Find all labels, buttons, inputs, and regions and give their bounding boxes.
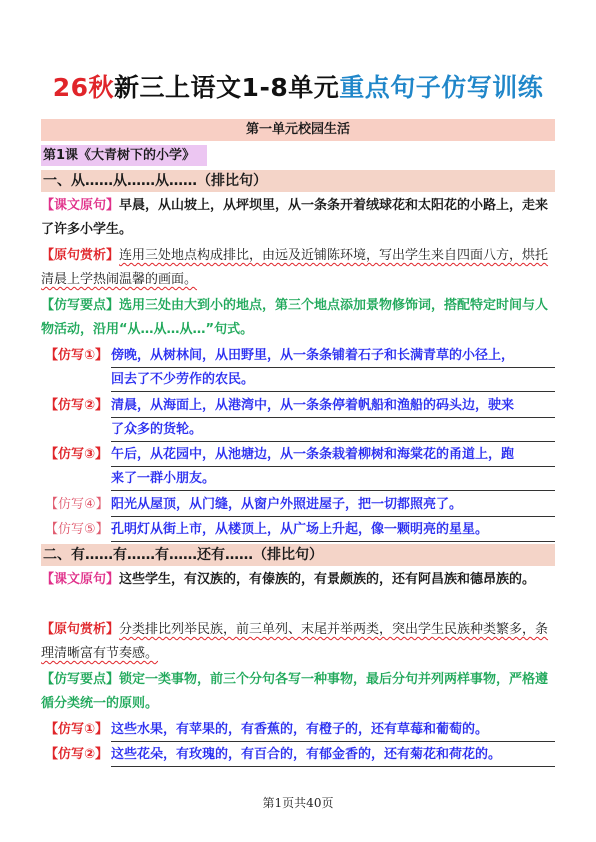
example-line: 孔明灯从街上市，从楼顶上，从广场上升起，像一颗明亮的星星。: [111, 518, 555, 542]
points-text: 锁定一类事物，前三个分句各写一种事物，最后分句并列两样事物，严格遵循分类统一的原则。: [41, 672, 549, 711]
original-tag: 【课文原句】: [41, 198, 120, 213]
example-line: 阳光从屋顶，从门缝，从窗户外照进屋子，把一切都照亮了。: [111, 493, 555, 517]
original-tag: 【课文原句】: [41, 572, 120, 587]
example-line: 傍晚，从树林间，从田野里，从一条条铺着石子和长满青草的小径上，: [111, 344, 555, 368]
page-footer: 第1页共40页: [262, 796, 334, 810]
section-heading-2: 二、有……有……有……还有……（排比句）: [41, 544, 555, 566]
example-tag: 【仿写③】: [45, 447, 109, 462]
example-line: 来了一群小朋友。: [111, 467, 555, 491]
original-sentence-2: [41, 568, 555, 592]
appreciation-text: 连用三处地点构成排比，由远及近铺陈环境，写出学生来自四面八方，烘托清晨上学热闹温馨的画面。: [41, 248, 549, 287]
example-line: 清晨，从海面上，从港湾中，从一条条停着帆船和渔船的码头边，驶来: [111, 394, 555, 418]
example-tag: 【仿写⑤】: [45, 522, 109, 537]
example-tag: 【仿写②】: [45, 398, 109, 413]
example-1-3: [41, 443, 555, 491]
example-2-1: [41, 718, 555, 742]
points-tag: 【仿写要点】: [41, 298, 120, 313]
writing-points-1: [41, 294, 555, 342]
unit-heading: 第一单元校园生活: [41, 119, 555, 141]
example-1-5: [41, 518, 555, 542]
example-line: 午后，从花园中，从池塘边，从一条条栽着柳树和海棠花的甬道上，跑: [111, 443, 555, 467]
appreciation-text: 分类排比列举民族，前三单列、末尾并举两类，突出学生民族种类繁多，条理清晰富有节奏感。: [41, 622, 549, 661]
example-1-4: [41, 493, 555, 517]
writing-points-2: [41, 668, 555, 716]
example-tag: 【仿写④】: [45, 497, 109, 512]
example-2-2: [41, 743, 555, 767]
appreciation-tag: 【原句赏析】: [41, 248, 120, 263]
example-tag: 【仿写②】: [45, 747, 109, 762]
title-part-dark: 新三上语文1-8单元: [114, 73, 340, 102]
example-1-1: [41, 344, 555, 392]
example-line: 这些水果，有苹果的，有香蕉的，有橙子的，还有草莓和葡萄的。: [111, 718, 555, 742]
section-heading-1: 一、从……从……从……（排比句）: [41, 170, 555, 192]
title-part-red: 26秋: [52, 73, 115, 102]
appreciation-tag: 【原句赏析】: [41, 622, 120, 637]
example-line: 回去了不少劳作的农民。: [111, 368, 555, 392]
title-part-blue: 重点句子仿写训练: [339, 73, 544, 102]
example-tag: 【仿写①】: [45, 722, 109, 737]
points-tag: 【仿写要点】: [41, 672, 120, 687]
points-text: 选用三处由大到小的地点，第三个地点添加景物修饰词，搭配特定时间与人物活动，沿用“从…从…从…”句式。: [41, 298, 549, 337]
original-text: 早晨，从山坡上，从坪坝里，从一条条开着绒球花和太阳花的小路上，走来了许多小学生。: [41, 198, 549, 237]
example-line: 了众多的货轮。: [111, 418, 555, 442]
original-text: 这些学生，有汉族的，有傣族的，有景颇族的，还有阿昌族和德昂族的。: [119, 572, 536, 587]
appreciation-2: [41, 618, 555, 666]
lesson-heading: 第1课《大青树下的小学》: [41, 145, 207, 166]
example-1-2: [41, 394, 555, 442]
document-title: [0, 68, 596, 104]
example-tag: 【仿写①】: [45, 348, 109, 363]
original-sentence-1: [41, 194, 555, 242]
example-line: 这些花朵，有玫瑰的，有百合的，有郁金香的，还有菊花和荷花的。: [111, 743, 555, 767]
appreciation-1: [41, 244, 555, 292]
